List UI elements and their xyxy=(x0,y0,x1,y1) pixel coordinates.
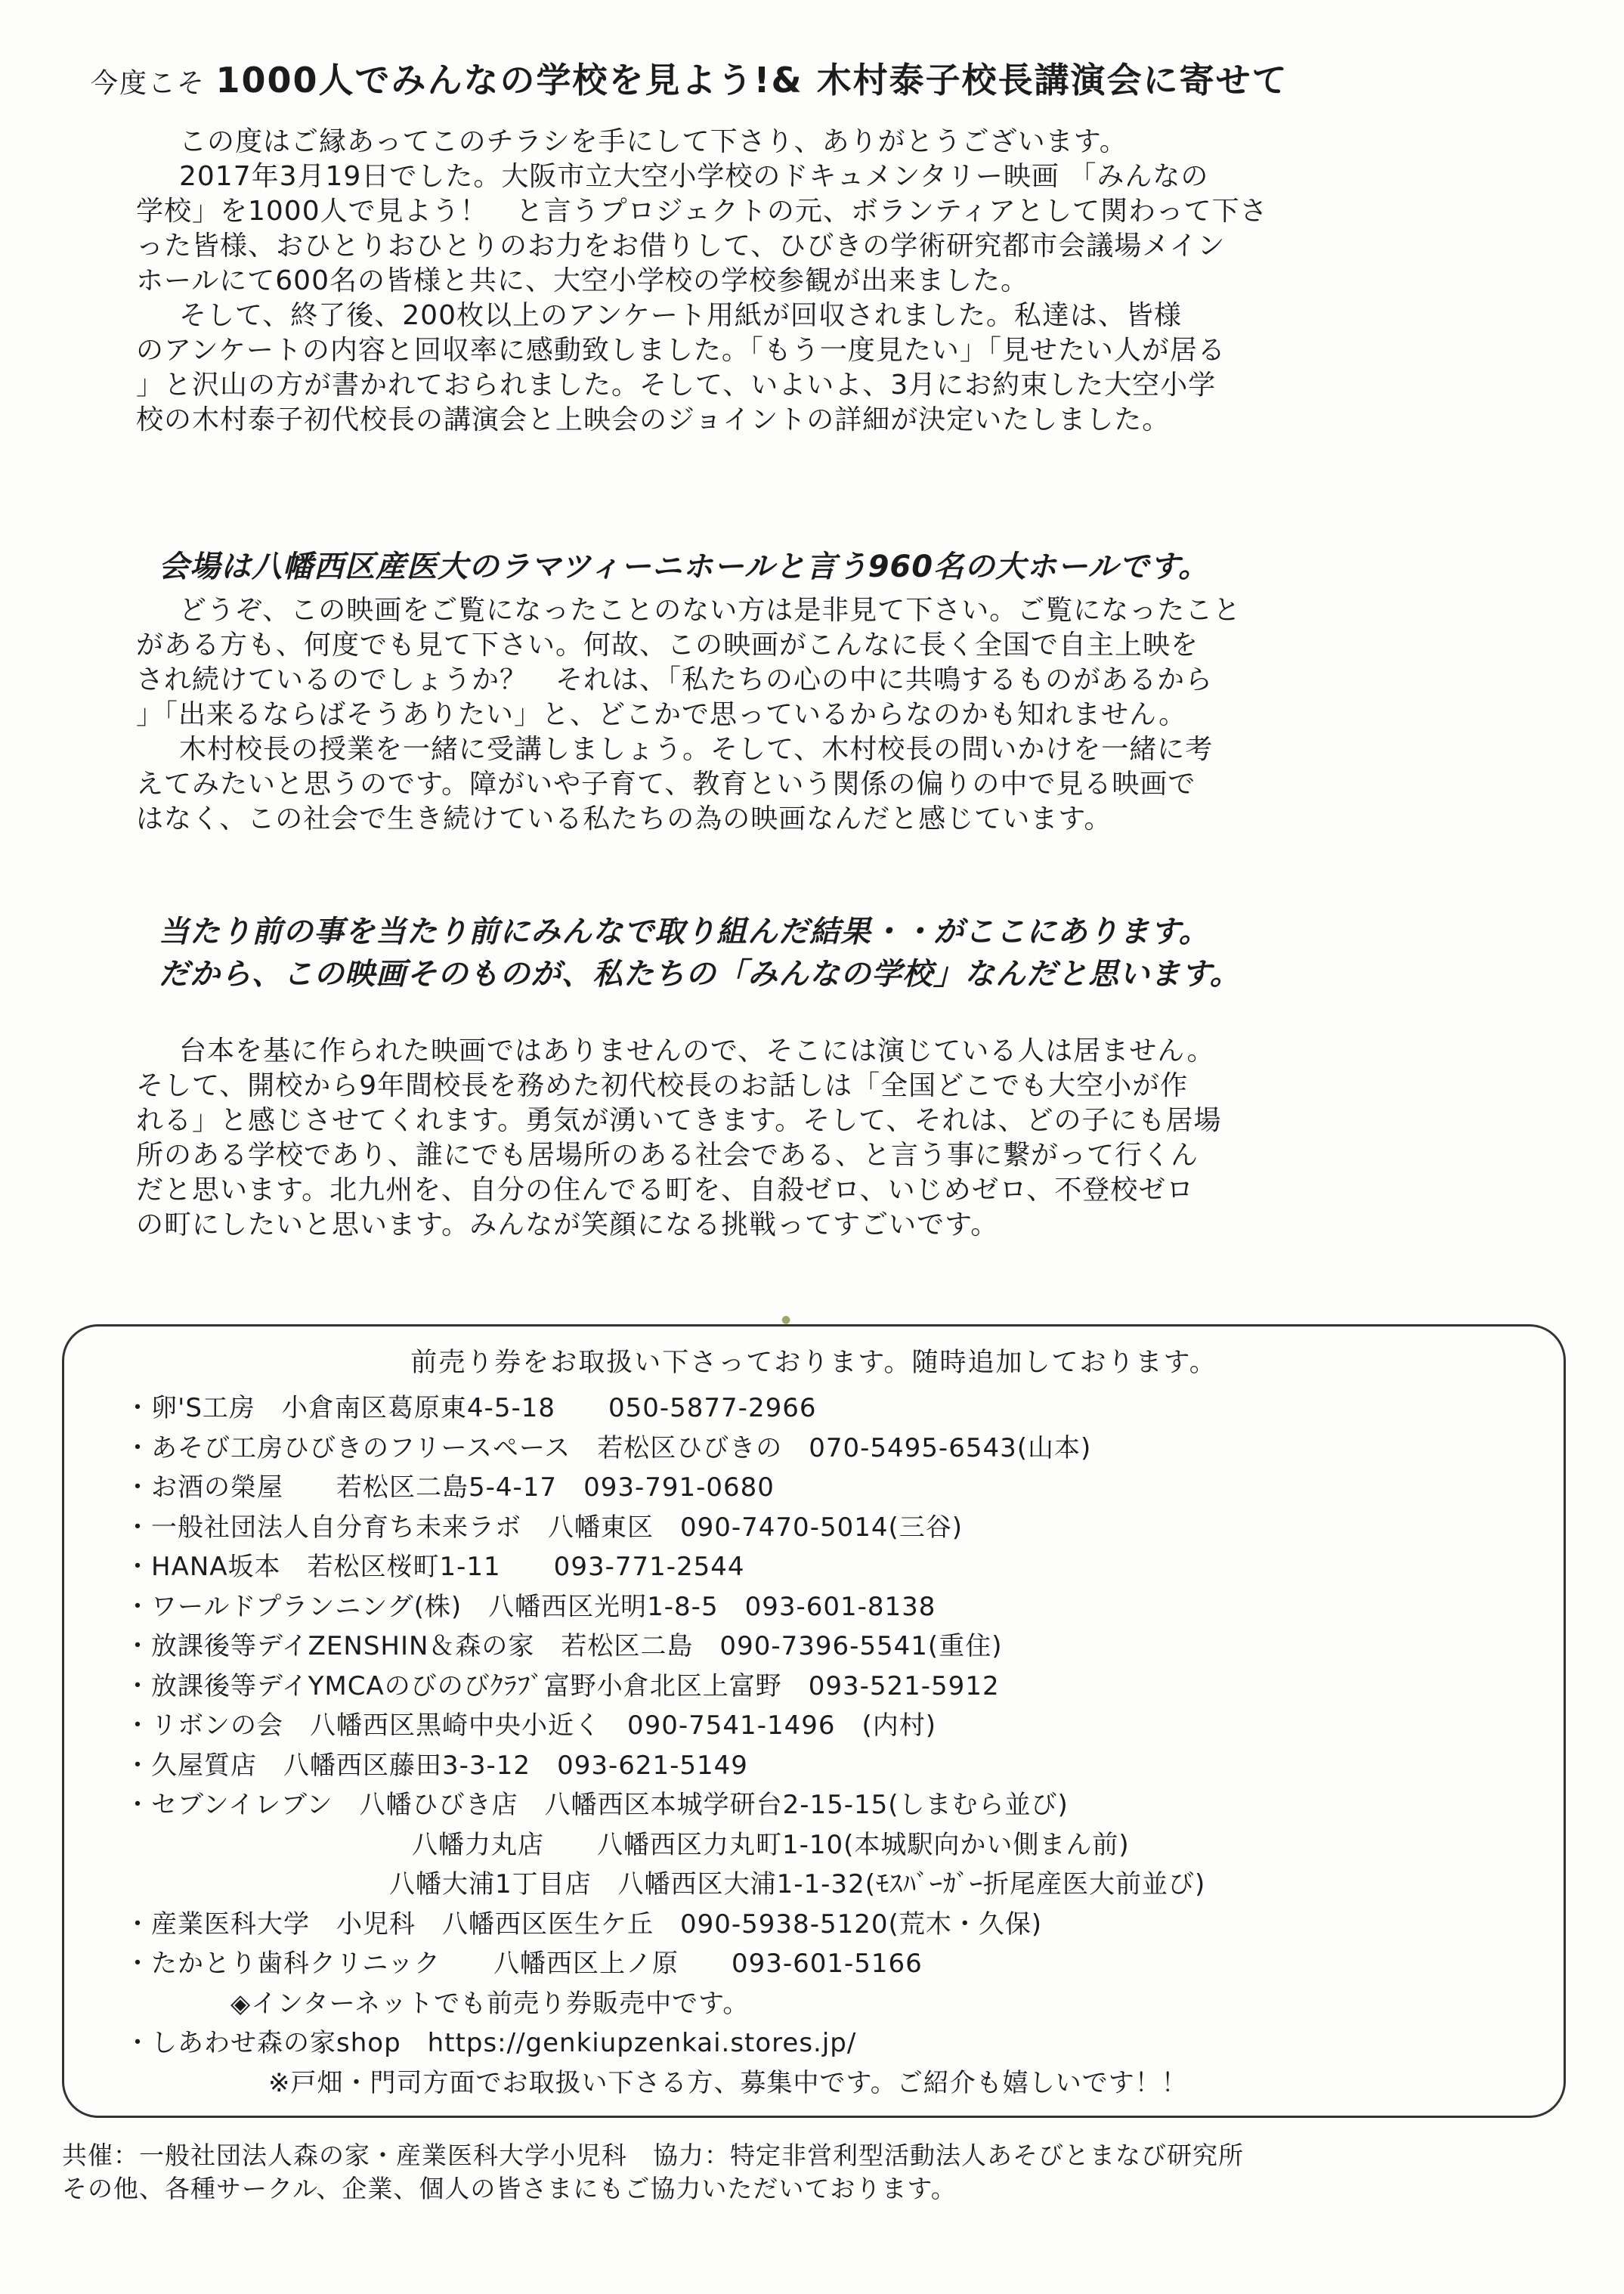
footer-thanks: その他、各種サークル、企業、個人の皆さまにもご協力いただいております。 xyxy=(62,2174,957,2203)
ticket-outlet: ・お酒の榮屋 若松区二島5-4-17 093-791-0680 xyxy=(125,1472,775,1503)
invite-line: えてみたいと思うのです。障がいや子育て、教育という関係の偏りの中で見る映画で xyxy=(136,769,1196,800)
intro-line: 校の木村泰子初代校長の講演会と上映会のジョイントの詳細が決定いたしました。 xyxy=(136,404,1171,435)
invite-line: 木村校長の授業を一緒に受講しましょう。そして、木村校長の問いかけを一緒に考 xyxy=(151,734,1214,765)
ticket-outlet: ・一般社団法人自分育ち未来ラボ 八幡東区 090-7470-5014(三谷) xyxy=(125,1512,964,1543)
intro-line: 」と沢山の方が書かれておられました。そして、いよいよ、3月にお約束した大空小学 xyxy=(136,370,1217,401)
closing-line: 所のある学校であり、誰にでも居場所のある社会である、と言う事に繋がって行くん xyxy=(136,1140,1199,1171)
internet-sales-note: ◈インターネットでも前売り券販売中です。 xyxy=(230,1988,750,2019)
emphasis-block xyxy=(159,911,1519,995)
closing-line: 台本を基に作られた映画ではありませんので、そこには演じている人は居ません。 xyxy=(151,1036,1215,1067)
online-shop-link[interactable]: ・しあわせ森の家shop https://genkiupzenkai.stores.jp/ xyxy=(125,2028,857,2058)
ticket-outlet: ・産業医科大学 小児科 八幡西区医生ケ丘 090-5938-5120(荒木・久保) xyxy=(125,1909,1043,1940)
footer xyxy=(62,2139,1573,2206)
page-title xyxy=(91,53,1572,103)
intro-line: った皆様、おひとりおひとりのお力をお借りして、ひびきの学術研究都市会議場メイン xyxy=(136,231,1226,262)
closing-line: の町にしたいと思います。みんなが笑顔になる挑戦ってすごいです。 xyxy=(136,1209,999,1240)
invite-line: どうぞ、この映画をご覧になったことのない方は是非見て下さい。ご覧になったこと xyxy=(151,595,1242,626)
venue-heading-text: 会場は八幡西区産医大のラマツィーニホールと言う960名の大ホールです。 xyxy=(159,550,1210,584)
intro-section xyxy=(136,125,1451,438)
ticket-outlet: ・あそび工房ひびきのフリースペース 若松区ひびきの 070-5495-6543(山本) xyxy=(125,1432,1092,1463)
title-main: 1000人でみんなの学校を見よう!& 木村泰子校長講演会に寄せて xyxy=(215,60,1288,101)
ticket-outlet: ・リボンの会 八幡西区黒崎中央小近く 090-7541-1496 (内村) xyxy=(125,1710,937,1741)
intro-line: ホールにて600名の皆様と共に、大空小学校の学校参観が出来ました。 xyxy=(136,265,1029,296)
intro-line: そして、終了後、200枚以上のアンケート用紙が回収されました。私達は、皆様 xyxy=(151,300,1182,331)
emphasis-line: 当たり前の事を当たり前にみんなで取り組んだ結果・・がここにあります。 xyxy=(159,915,1210,949)
title-prefix: 今度こそ xyxy=(91,68,216,99)
ticket-outlet-store: 八幡大浦1丁目店 八幡西区大浦1-1-32(ﾓｽﾊﾞｰｶﾞｰ折尾産医大前並び) xyxy=(389,1869,1206,1899)
ticket-outlets-box xyxy=(62,1324,1566,2118)
invite-section xyxy=(136,593,1451,837)
footer-organizers: 共催：一般社団法人森の家・産業医科大学小児科 協力：特定非営利型活動法人あそびとまなび研究所 xyxy=(62,2141,1244,2170)
ticket-heading: 前売り券をお取扱い下さっております。随時追加しております。 xyxy=(410,1348,1217,1378)
intro-line: この度はご縁あってこのチラシを手にして下さり、ありがとうございます。 xyxy=(151,126,1128,157)
intro-line: 学校」を1000人で見よう！ と言うプロジェクトの元、ボランティアとして関わって下さ xyxy=(136,196,1268,227)
closing-line: だと思います。北九州を、自分の住んでる町を、自殺ゼロ、いじめゼロ、不登校ゼロ xyxy=(136,1175,1195,1206)
ticket-outlet: ・たかとり歯科クリニック 八幡西区上ノ原 093-601-5166 xyxy=(125,1949,923,1979)
ticket-outlet: ・ワールドプランニング(株) 八幡西区光明1-8-5 093-601-8138 xyxy=(125,1591,936,1622)
invite-line: がある方も、何度でも見て下さい。何故、この映画がこんなに長く全国で自主上映を xyxy=(136,630,1199,661)
intro-line: 2017年3月19日でした。大阪市立大空小学校のドキュメンタリー映画 「みんなの xyxy=(151,161,1209,192)
closing-section xyxy=(136,1034,1451,1243)
ticket-outlet: ・卵'S工房 小倉南区葛原東4-5-18 050-5877-2966 xyxy=(125,1393,817,1423)
ticket-outlet-list xyxy=(125,1388,1561,2103)
emphasis-line: だから、この映画そのものが、私たちの「みんなの学校」なんだと思います。 xyxy=(159,957,1241,992)
closing-line: そして、開校から9年間校長を務めた初代校長のお話しは「全国どこでも大空小が作 xyxy=(136,1070,1189,1101)
ticket-outlet: ・HANA坂本 若松区桜町1-11 093-771-2544 xyxy=(125,1552,745,1582)
intro-line: のアンケートの内容と回収率に感動致しました。「もう一度見たい」「見せたい人が居る xyxy=(136,335,1226,366)
recruit-note: ※戸畑・門司方面でお取扱い下さる方、募集中です。ご紹介も嬉しいです！！ xyxy=(268,2067,1188,2098)
ticket-outlet: ・セブンイレブン 八幡ひびき店 八幡西区本城学研台2-15-15(しまむら並び) xyxy=(125,1790,1069,1820)
ticket-outlet: ・久屋質店 八幡西区藤田3-3-12 093-621-5149 xyxy=(125,1750,748,1781)
decorative-dot: ● xyxy=(781,1314,791,1326)
ticket-outlet: ・放課後等デイYMCAのびのびｸﾗﾌﾞ富野小倉北区上富野 093-521-5912 xyxy=(125,1670,1000,1701)
venue-heading xyxy=(159,546,1519,588)
ticket-outlet-store: 八幡力丸店 八幡西区力丸町1-10(本城駅向かい側まん前) xyxy=(412,1829,1130,1860)
invite-line: 」「出来るならばそうありたい」と、どこかで思っているからなのかも知れません。 xyxy=(136,699,1187,730)
closing-line: れる」と感じさせてくれます。勇気が湧いてきます。そして、それは、どの子にも居場 xyxy=(136,1105,1222,1136)
ticket-outlet: ・放課後等デイZENSHIN＆森の家 若松区二島 090-7396-5541(重住) xyxy=(125,1631,1003,1661)
invite-line: され続けているのでしょうか？ それは、「私たちの心の中に共鳴するものがあるから xyxy=(136,664,1214,695)
invite-line: はなく、この社会で生き続けている私たちの為の映画なんだと感じています。 xyxy=(136,803,1112,834)
